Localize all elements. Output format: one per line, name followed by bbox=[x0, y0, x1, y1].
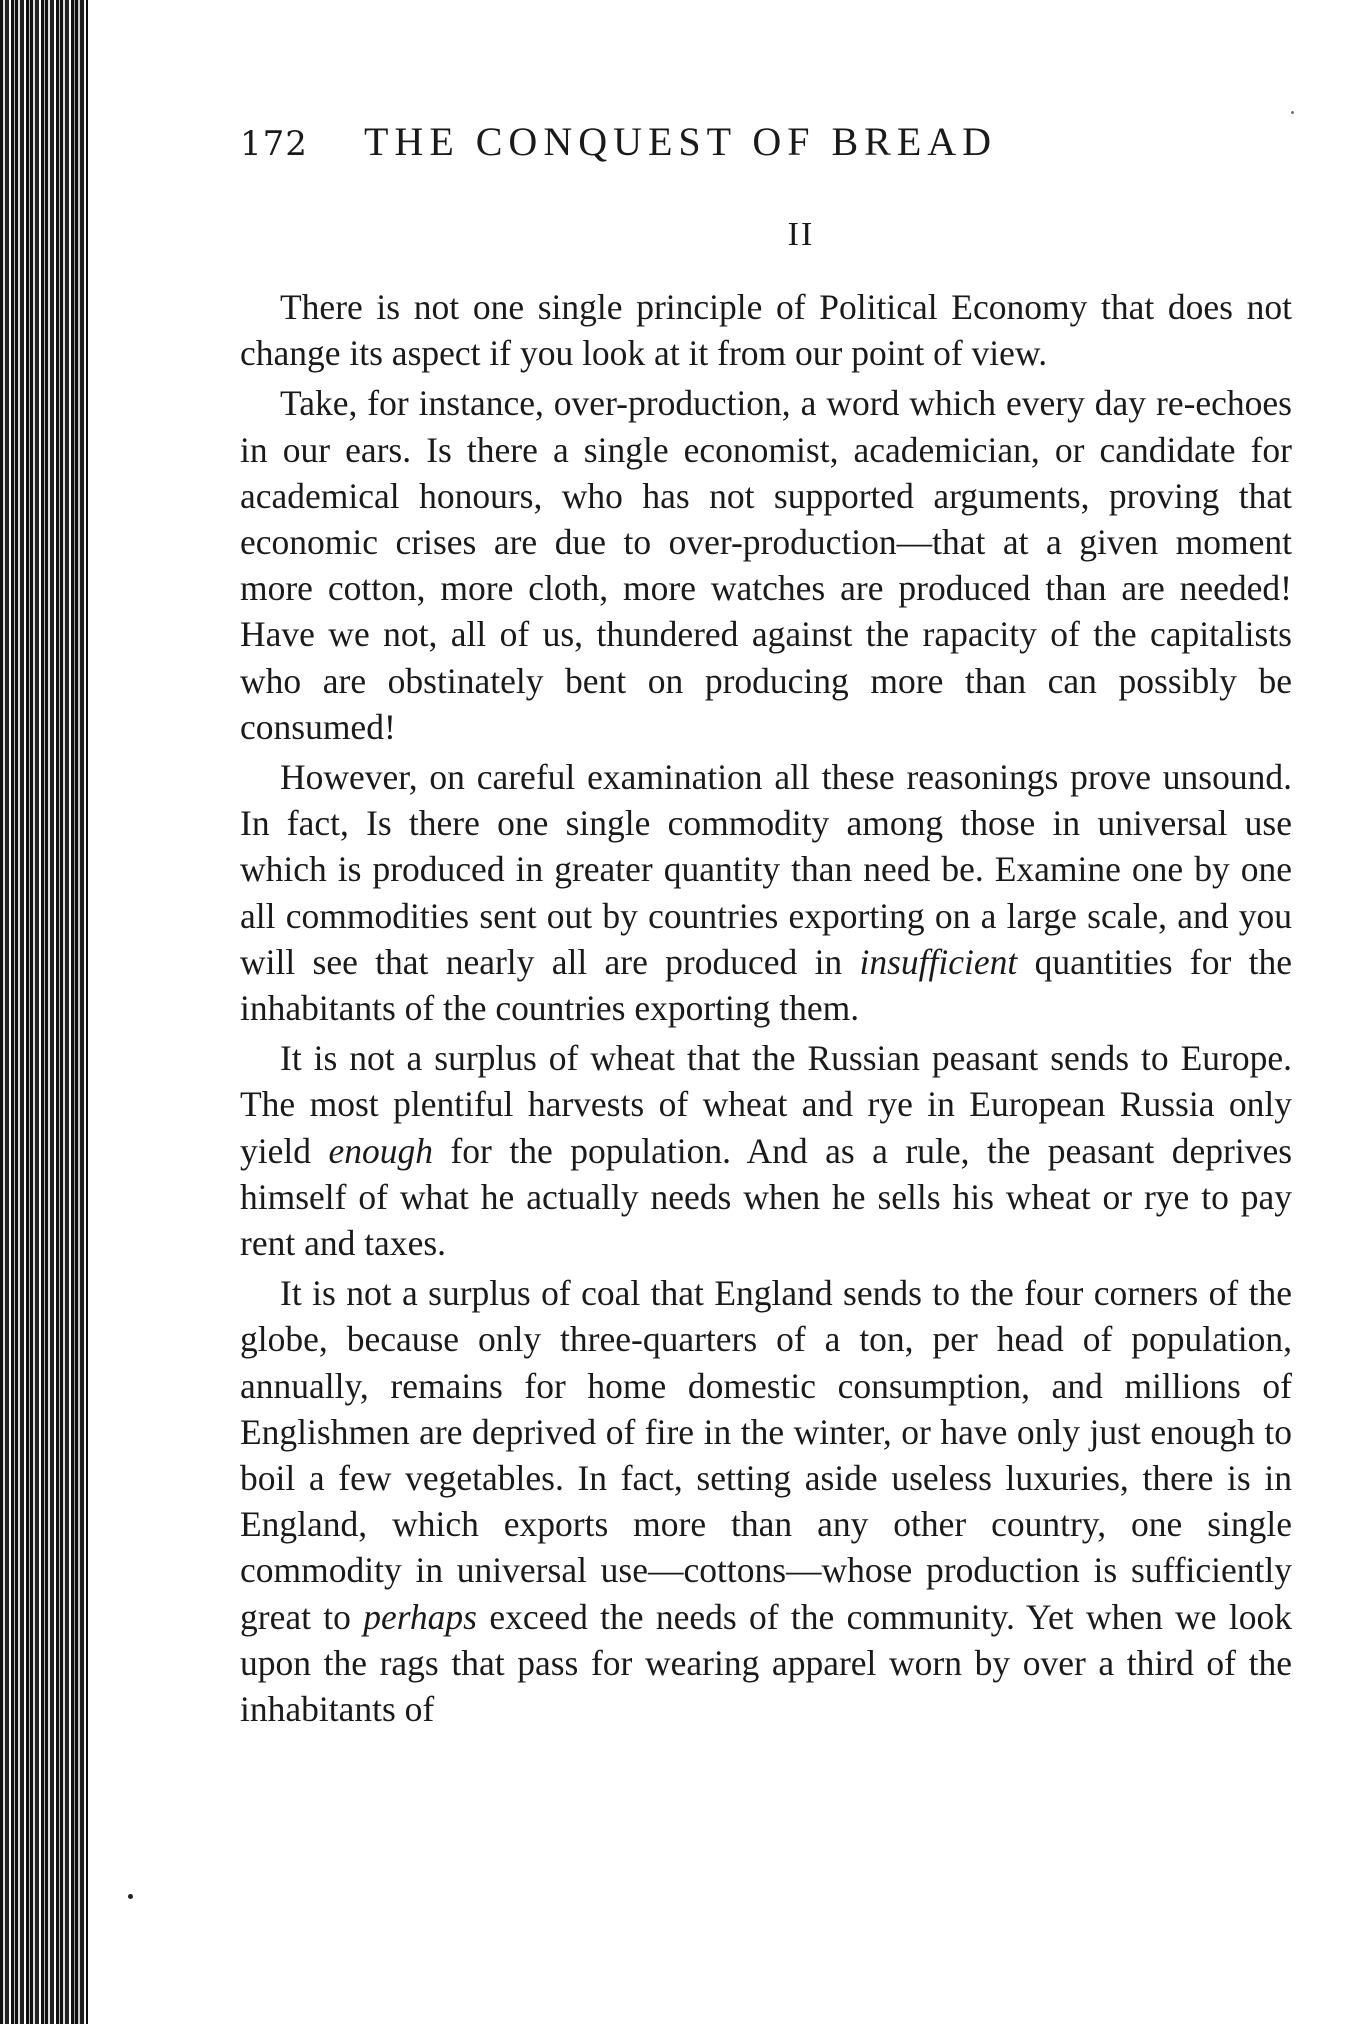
paragraph-5-emphasis: perhaps bbox=[363, 1596, 477, 1637]
paragraph-3-text-after: quantities for the inhabitants of the countries exporting them. bbox=[240, 941, 1292, 1029]
paragraph-2 bbox=[240, 380, 1292, 750]
paragraph-1-text: There is not one single principle of Political Economy that does not change its aspect if you look at it from our point of view. bbox=[240, 287, 1292, 374]
book-title: THE CONQUEST OF BREAD bbox=[364, 119, 998, 164]
running-head bbox=[240, 118, 1292, 174]
page-number: 172 bbox=[240, 124, 308, 164]
book-page bbox=[240, 118, 1292, 1732]
margin-dot bbox=[128, 1894, 133, 1899]
paragraph-3-text-before: However, on careful examination all these reasonings prove unsound. In fact, Is there one single commodity among those in universal use which is produced in greater quantity than need be. Examine one by one all commodities sent out by countries exporting on a large scale, and you will see that nearly all are produced in bbox=[240, 757, 1292, 982]
paragraph-4-text-after: for the population. And as a rule, the peasant deprives himself of what he actually needs when he sells his wheat or rye to pay rent and taxes. bbox=[240, 1130, 1293, 1264]
book-binding-edge bbox=[0, 0, 88, 2024]
paragraph-5 bbox=[240, 1270, 1292, 1732]
paragraph-4 bbox=[240, 1035, 1292, 1266]
paragraph-2-text: Take, for instance, over-production, a word which every day re-echoes in our ears. Is there a single economist, academician, or candidate for academical honours, who has not supported arguments, proving that economic crises are due to over-production—that at a given moment more cotton, more cloth, more watches are produced than are needed! Have we not, all of us, thundered against the rapacity of the capitalists who are obstinately bent on producing more than can possibly be consumed! bbox=[240, 383, 1292, 747]
paragraph-3-emphasis: insufficient bbox=[859, 941, 1018, 982]
scan-speck bbox=[1291, 111, 1294, 114]
paragraph-5-text-after: exceed the needs of the community. Yet when we look upon the rags that pass for wearing apparel worn by over a third of the inhabitants of bbox=[240, 1596, 1293, 1730]
section-number: II bbox=[787, 216, 815, 253]
paragraph-4-emphasis: enough bbox=[328, 1130, 433, 1171]
body-text bbox=[240, 284, 1292, 1732]
paragraph-4-text-before: It is not a surplus of wheat that the Russian peasant sends to Europe. The most plentiful harvests of wheat and rye in European Russia only yield bbox=[240, 1038, 1292, 1171]
paragraph-5-text-before: It is not a surplus of coal that England sends to the four corners of the globe, because only three-quarters of a ton, per head of population, annually, remains for home domestic consumption, and millions of Englishmen are deprived of fire in the winter, or have only just enough to boil a few vegetables. In fact, setting aside useless luxuries, there is in England, which exports more than any other country, one single commodity in universal use—cottons—whose production is sufficiently great to bbox=[240, 1273, 1292, 1637]
paragraph-1 bbox=[240, 284, 1292, 376]
paragraph-3 bbox=[240, 754, 1292, 1031]
